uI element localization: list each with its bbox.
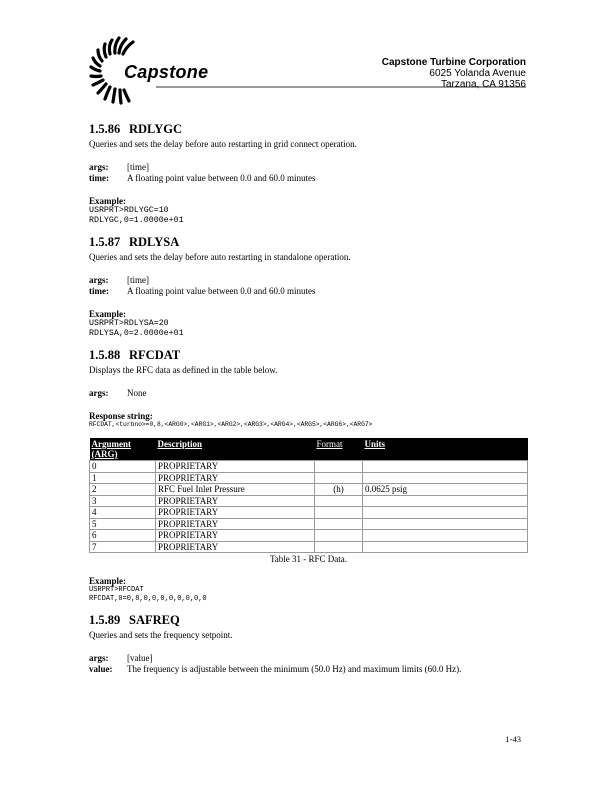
section-heading xyxy=(89,235,529,249)
arg-row xyxy=(89,664,529,675)
response-string: RFCDAT,<turbno>=0,8,<ARG0>,<ARG1>,<ARG2>,<ARG3>,<ARG4>,<ARG5>,<ARG6>,<ARG7> xyxy=(89,421,373,428)
column-header-description: Description xyxy=(156,438,315,461)
section-description: Displays the RFC data as defined in the table below. xyxy=(89,365,278,375)
example-label: Example: xyxy=(89,309,126,319)
cell-argument: 5 xyxy=(90,518,156,530)
section-description: Queries and sets the delay before auto restarting in grid connect operation. xyxy=(89,139,357,149)
section-heading xyxy=(89,348,529,362)
table-row xyxy=(90,518,528,530)
cell-units xyxy=(363,530,528,542)
address-line-2: Tarzana, CA 91356 xyxy=(440,79,526,90)
cell-description: PROPRIETARY xyxy=(156,495,315,507)
arg-value: [time] xyxy=(127,162,149,172)
logo-text: Capstone xyxy=(124,62,209,82)
table-row xyxy=(90,530,528,542)
cell-format xyxy=(315,518,363,530)
cell-argument: 6 xyxy=(90,530,156,542)
section-title: RDLYGC xyxy=(129,122,183,136)
cell-description: PROPRIETARY xyxy=(156,541,315,553)
arg-key: value: xyxy=(89,664,113,674)
section-description: Queries and sets the delay before auto restarting in standalone operation. xyxy=(89,252,351,262)
arg-row xyxy=(89,173,529,184)
section-number: 1.5.86 xyxy=(89,122,121,136)
arg-key: time: xyxy=(89,286,109,296)
section-rdlygc xyxy=(89,122,529,226)
cell-units xyxy=(363,472,528,484)
cell-argument: 2 xyxy=(90,484,156,496)
company-address xyxy=(382,57,526,90)
cell-argument: 3 xyxy=(90,495,156,507)
arg-row xyxy=(89,162,529,173)
cell-format: (h) xyxy=(315,484,363,496)
section-rdlysa xyxy=(89,235,529,339)
table-caption: Table 31 - RFC Data. xyxy=(269,554,348,564)
section-title: RDLYSA xyxy=(129,235,180,249)
arg-row xyxy=(89,653,529,664)
cell-argument: 1 xyxy=(90,472,156,484)
cell-units xyxy=(363,518,528,530)
arg-key: time: xyxy=(89,173,109,183)
section-number: 1.5.88 xyxy=(89,348,121,362)
cell-description: PROPRIETARY xyxy=(156,472,315,484)
table-row xyxy=(90,495,528,507)
section-description: Queries and sets the frequency setpoint. xyxy=(89,630,233,640)
cell-units xyxy=(363,495,528,507)
cell-description: PROPRIETARY xyxy=(156,461,315,473)
example-line: RDLYGC,0=1.0000e+01 xyxy=(89,216,184,225)
section-heading xyxy=(89,122,529,136)
cell-format xyxy=(315,495,363,507)
example-line: RFCDAT,0=0,8,0,0,0,0,0,0,0,0 xyxy=(89,595,207,603)
cell-format xyxy=(315,541,363,553)
table-row xyxy=(90,507,528,519)
example-line: USRPRT>RFCDAT xyxy=(89,586,144,594)
cell-format xyxy=(315,461,363,473)
cell-description: PROPRIETARY xyxy=(156,507,315,519)
section-title: RFCDAT xyxy=(129,348,181,362)
arg-value: None xyxy=(127,388,147,398)
arg-value: A floating point value between 0.0 and 60.0 minutes xyxy=(127,286,316,296)
section-number: 1.5.87 xyxy=(89,235,121,249)
table-row xyxy=(90,484,528,496)
arg-value: [value] xyxy=(127,653,153,663)
table-row xyxy=(90,461,528,473)
cell-format xyxy=(315,507,363,519)
address-line-1: 6025 Yolanda Avenue xyxy=(429,68,526,79)
example-label: Example: xyxy=(89,196,126,206)
response-string-label: Response string: xyxy=(89,411,153,421)
example-line: RDLYSA,0=2.0000e+01 xyxy=(89,329,184,338)
section-heading xyxy=(89,613,529,627)
arg-value: A floating point value between 0.0 and 60.0 minutes xyxy=(127,173,316,183)
table-row xyxy=(90,541,528,553)
cell-argument: 7 xyxy=(90,541,156,553)
arg-row xyxy=(89,275,529,286)
column-header-units: Units xyxy=(363,438,528,461)
cell-description: PROPRIETARY xyxy=(156,530,315,542)
table-row xyxy=(90,472,528,484)
section-rfcdat xyxy=(89,348,529,604)
example-line: USRPRT>RDLYGC=10 xyxy=(89,206,169,215)
cell-description: RFC Fuel Inlet Pressure xyxy=(156,484,315,496)
page-number: 1-43 xyxy=(505,734,521,744)
table-header-row xyxy=(90,438,528,461)
section-number: 1.5.89 xyxy=(89,613,121,627)
arg-row xyxy=(89,286,529,297)
page-content xyxy=(89,122,529,675)
rfc-data-table xyxy=(89,438,528,553)
company-name: Capstone Turbine Corporation xyxy=(381,57,526,68)
arg-key: args: xyxy=(89,275,109,285)
arg-value: The frequency is adjustable between the minimum (50.0 Hz) and maximum limits (60.0 Hz). xyxy=(127,664,462,674)
section-safreq xyxy=(89,613,529,675)
cell-format xyxy=(315,530,363,542)
cell-units xyxy=(363,541,528,553)
example-label: Example: xyxy=(89,576,126,586)
cell-format xyxy=(315,472,363,484)
arg-key: args: xyxy=(89,388,109,398)
cell-argument: 0 xyxy=(90,461,156,473)
cell-units xyxy=(363,461,528,473)
arg-key: args: xyxy=(89,162,109,172)
arg-value: [time] xyxy=(127,275,149,285)
cell-description: PROPRIETARY xyxy=(156,518,315,530)
cell-units xyxy=(363,507,528,519)
arg-row xyxy=(89,388,529,399)
example-line: USRPRT>RDLYSA=20 xyxy=(89,319,169,328)
column-header-argument: Argument (ARG) xyxy=(90,438,156,461)
cell-argument: 4 xyxy=(90,507,156,519)
section-title: SAFREQ xyxy=(129,613,180,627)
arg-key: args: xyxy=(89,653,109,663)
cell-units: 0.0625 psig xyxy=(363,484,528,496)
column-header-format: Format xyxy=(315,438,363,461)
